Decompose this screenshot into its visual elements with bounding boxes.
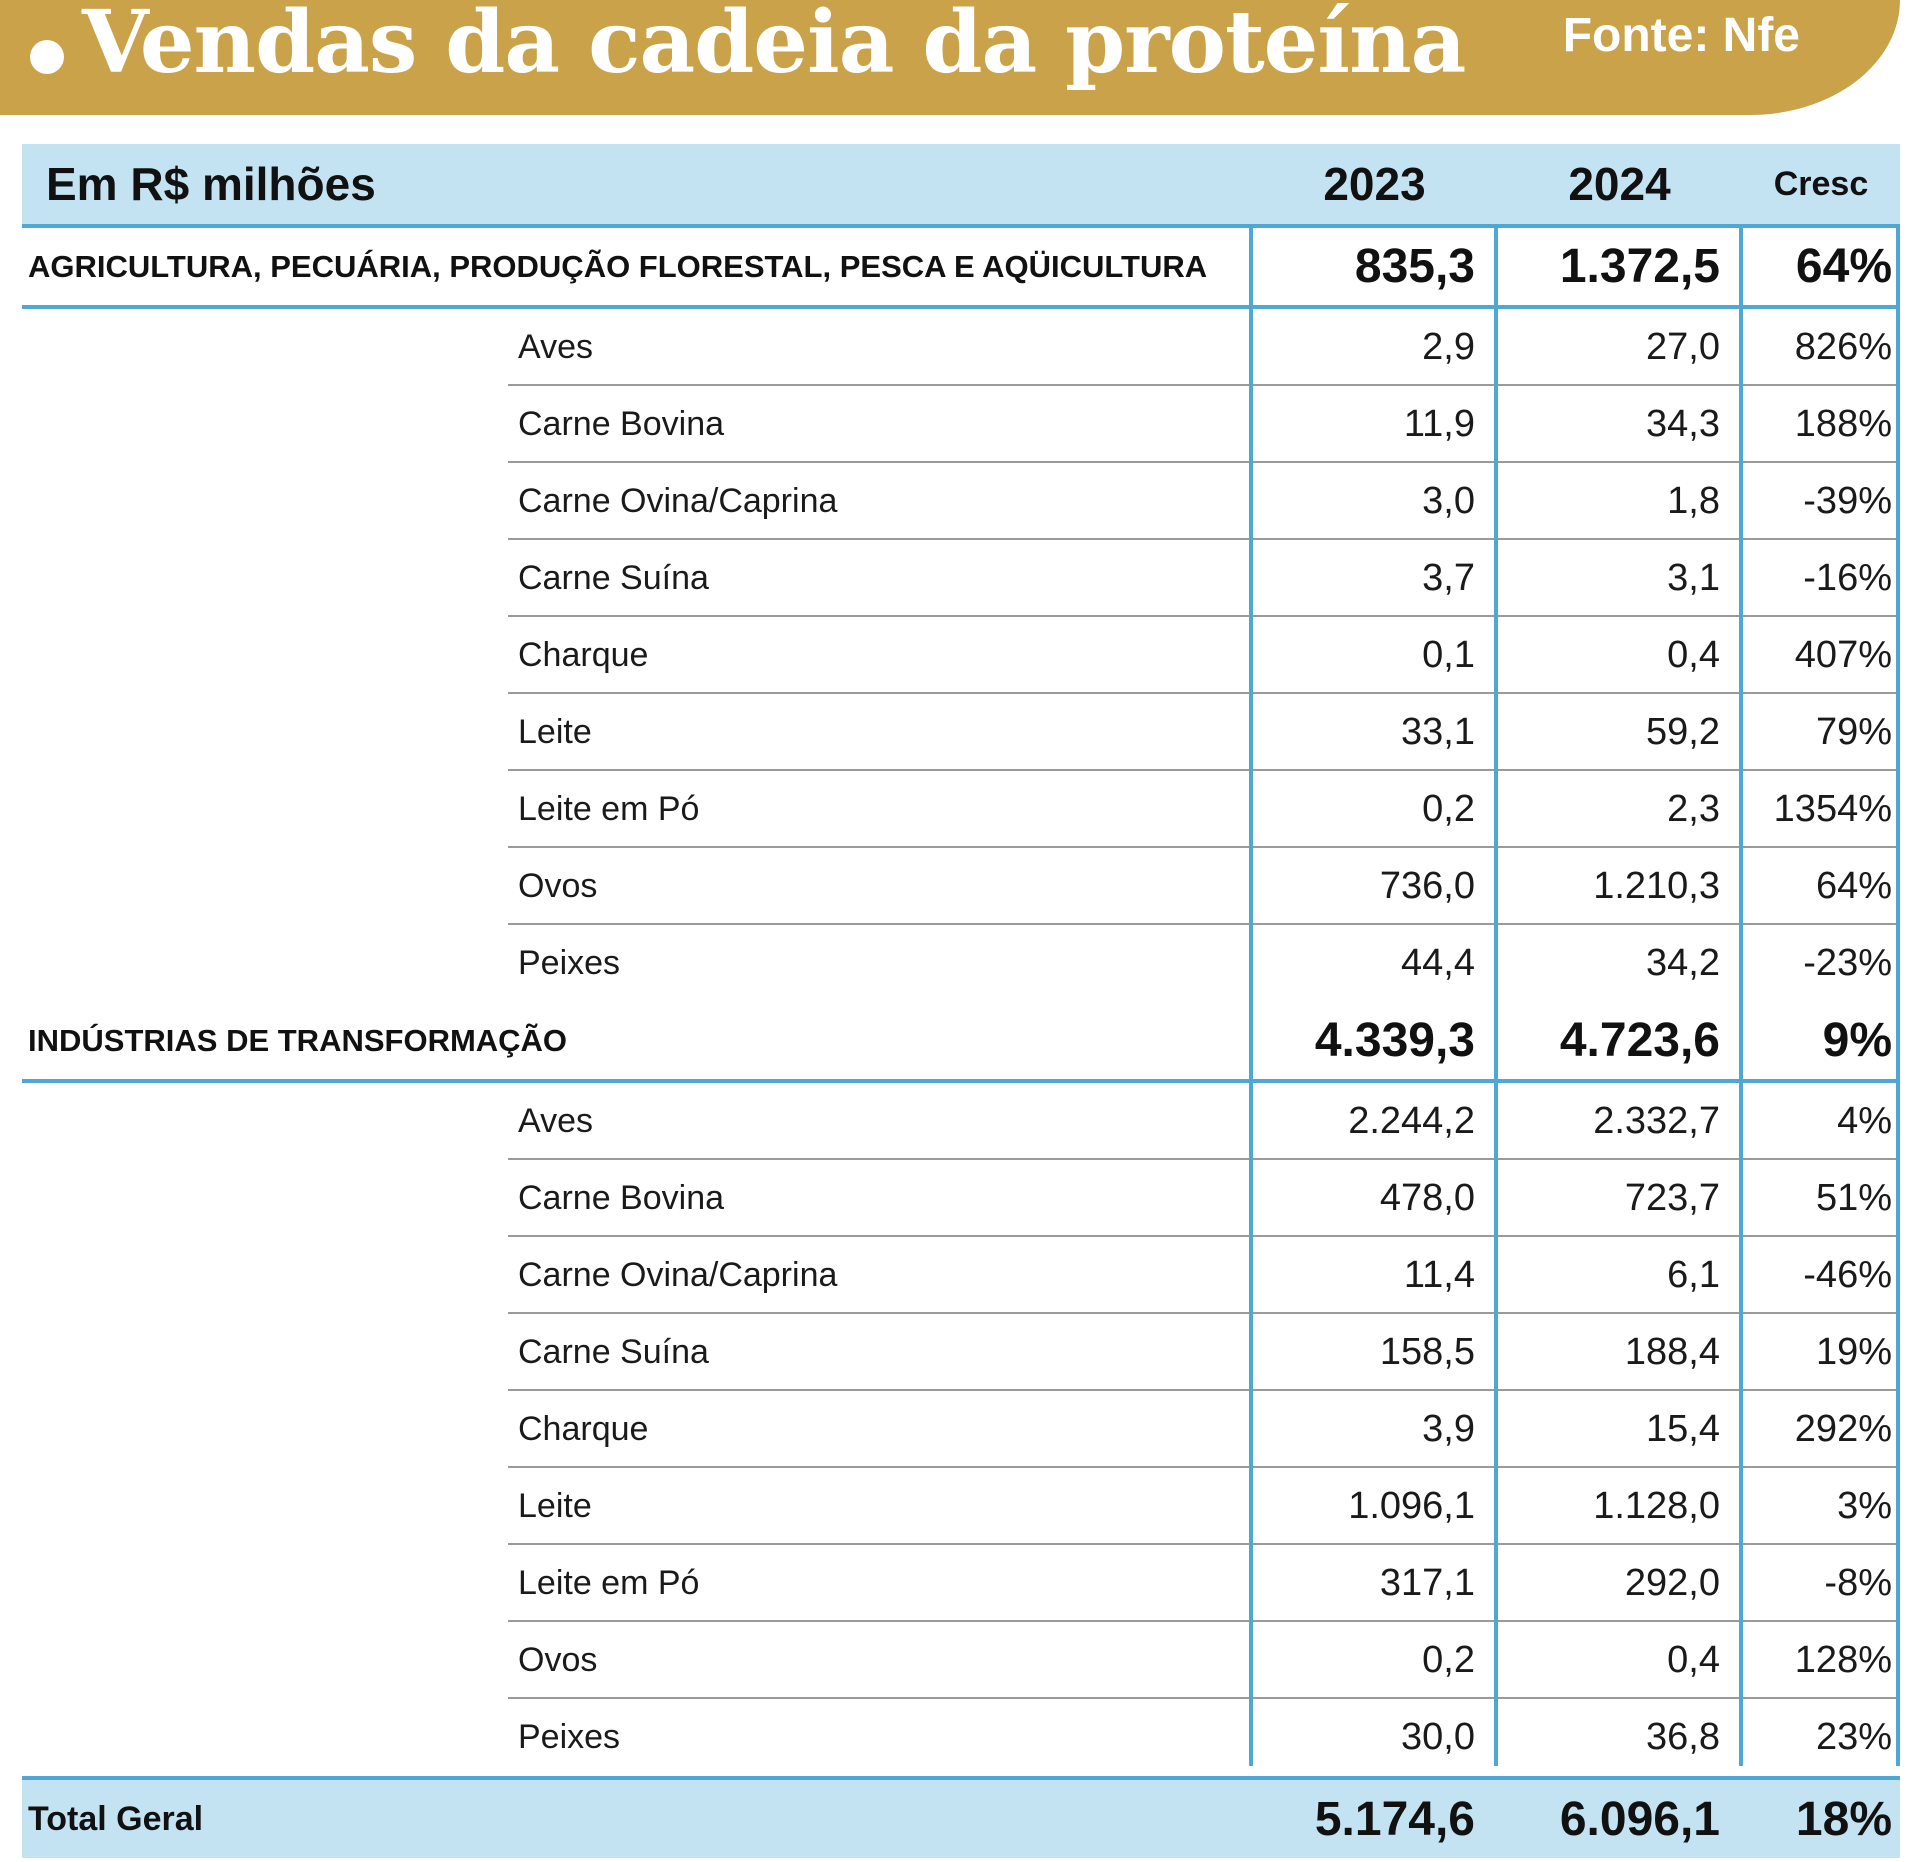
- row-label: Carne Ovina/Caprina: [518, 482, 838, 520]
- table-row: [22, 1622, 1900, 1699]
- table-row: [22, 848, 1900, 925]
- table-row: [22, 1699, 1900, 1776]
- table-row: [22, 694, 1900, 771]
- row-label: Aves: [518, 1102, 593, 1140]
- row-value-2024: 0,4: [1667, 634, 1720, 676]
- section-items-agriculture: [22, 309, 1900, 1002]
- row-value-2024: 6,1: [1667, 1254, 1720, 1296]
- row-label: Leite em Pó: [518, 790, 700, 828]
- column-divider: [1494, 224, 1498, 1766]
- row-growth: 826%: [1794, 326, 1892, 368]
- row-label: Leite em Pó: [518, 1564, 700, 1602]
- row-value-2024: 34,2: [1646, 942, 1720, 984]
- row-value-2024: 15,4: [1646, 1408, 1720, 1450]
- row-growth: -8%: [1824, 1562, 1892, 1604]
- row-value-2024: 59,2: [1646, 711, 1720, 753]
- section-label: INDÚSTRIAS DE TRANSFORMAÇÃO: [28, 1022, 568, 1058]
- total-growth: 18%: [1795, 1792, 1892, 1846]
- row-value-2023: 0,1: [1422, 634, 1475, 676]
- total-value-2024: 6.096,1: [1559, 1792, 1720, 1846]
- section-value-2024: 1.372,5: [1559, 240, 1720, 293]
- unit-label: Em R$ milhões: [46, 158, 376, 210]
- table-row: [22, 1391, 1900, 1468]
- row-value-2023: 317,1: [1379, 1562, 1475, 1604]
- row-label: Carne Bovina: [518, 405, 725, 443]
- row-growth: 23%: [1815, 1716, 1892, 1758]
- column-divider: [1739, 224, 1743, 1766]
- row-growth: 51%: [1815, 1177, 1892, 1219]
- row-label: Carne Suína: [518, 559, 709, 597]
- table-row: [22, 1468, 1900, 1545]
- row-label: Ovos: [518, 867, 598, 905]
- row-label: Aves: [518, 328, 593, 366]
- table-row: [22, 1545, 1900, 1622]
- row-value-2023: 2.244,2: [1348, 1100, 1475, 1142]
- row-label: Charque: [518, 636, 649, 674]
- table-row: [22, 925, 1900, 1002]
- table-row: [22, 540, 1900, 617]
- total-row: [22, 1776, 1900, 1858]
- section-row: [22, 1002, 1900, 1083]
- row-value-2024: 34,3: [1646, 403, 1720, 445]
- table-row: [22, 1083, 1900, 1160]
- row-value-2023: 11,9: [1403, 403, 1475, 445]
- total-value-2023: 5.174,6: [1314, 1792, 1475, 1846]
- column-header-2024: 2024: [1568, 158, 1671, 210]
- bullet-icon: [30, 40, 64, 74]
- table-row: [22, 1237, 1900, 1314]
- row-value-2023: 1.096,1: [1348, 1485, 1475, 1527]
- row-value-2024: 723,7: [1624, 1177, 1720, 1219]
- row-growth: 407%: [1794, 634, 1892, 676]
- row-label: Ovos: [518, 1641, 598, 1679]
- row-value-2024: 1.210,3: [1593, 865, 1720, 907]
- row-label: Peixes: [518, 944, 621, 982]
- section-items-industry: [22, 1083, 1900, 1776]
- page-title: Vendas da cadeia da proteína: [82, 0, 1466, 93]
- row-value-2023: 30,0: [1401, 1716, 1475, 1758]
- row-growth: 4%: [1837, 1100, 1892, 1142]
- section-row: [22, 228, 1900, 309]
- column-header-growth: Cresc: [1773, 164, 1869, 203]
- row-value-2024: 0,4: [1667, 1639, 1720, 1681]
- table-row: [22, 771, 1900, 848]
- source-label: Fonte: Nfe: [1562, 9, 1800, 62]
- section-growth: 9%: [1822, 1014, 1892, 1067]
- row-value-2024: 1.128,0: [1593, 1485, 1720, 1527]
- section-label: AGRICULTURA, PECUÁRIA, PRODUÇÃO FLORESTAL, PESCA E AQÜICULTURA: [28, 248, 1208, 284]
- row-growth: 128%: [1794, 1639, 1892, 1681]
- row-label: Carne Suína: [518, 1333, 709, 1371]
- table-row: [22, 617, 1900, 694]
- row-label: Charque: [518, 1410, 649, 1448]
- table-row: [22, 1314, 1900, 1391]
- sales-table: [22, 144, 1900, 1858]
- row-value-2023: 3,9: [1422, 1408, 1475, 1450]
- row-value-2024: 27,0: [1646, 326, 1720, 368]
- row-value-2023: 3,7: [1422, 557, 1475, 599]
- row-label: Leite: [518, 1487, 592, 1525]
- row-value-2023: 33,1: [1401, 711, 1475, 753]
- table-row: [22, 386, 1900, 463]
- row-growth: 1354%: [1773, 788, 1892, 830]
- title-banner: [0, 0, 1900, 115]
- column-divider: [1896, 224, 1900, 1766]
- row-growth: -46%: [1803, 1254, 1892, 1296]
- row-value-2024: 1,8: [1667, 480, 1720, 522]
- row-value-2023: 11,4: [1403, 1254, 1475, 1296]
- row-value-2024: 188,4: [1624, 1331, 1720, 1373]
- row-growth: -39%: [1803, 480, 1892, 522]
- row-label: Carne Bovina: [518, 1179, 725, 1217]
- row-value-2023: 2,9: [1422, 326, 1475, 368]
- row-value-2023: 158,5: [1379, 1331, 1475, 1373]
- column-divider: [1249, 224, 1253, 1766]
- row-value-2024: 292,0: [1624, 1562, 1720, 1604]
- row-value-2023: 736,0: [1379, 865, 1475, 907]
- table-row: [22, 1160, 1900, 1237]
- row-label: Leite: [518, 713, 592, 751]
- row-value-2023: 44,4: [1401, 942, 1475, 984]
- row-value-2023: 478,0: [1379, 1177, 1475, 1219]
- row-growth: 3%: [1837, 1485, 1892, 1527]
- row-growth: -16%: [1803, 557, 1892, 599]
- row-label: Peixes: [518, 1718, 621, 1756]
- table-header-row: [22, 144, 1900, 228]
- row-growth: 19%: [1815, 1331, 1892, 1373]
- row-growth: 292%: [1794, 1408, 1892, 1450]
- row-value-2023: 0,2: [1422, 788, 1475, 830]
- section-value-2023: 4.339,3: [1314, 1014, 1475, 1067]
- row-value-2024: 2,3: [1667, 788, 1720, 830]
- row-growth: 79%: [1815, 711, 1892, 753]
- row-growth: 64%: [1815, 865, 1892, 907]
- table-row: [22, 309, 1900, 386]
- row-value-2023: 0,2: [1422, 1639, 1475, 1681]
- row-value-2024: 36,8: [1646, 1716, 1720, 1758]
- section-growth: 64%: [1795, 240, 1892, 293]
- row-growth: -23%: [1803, 942, 1892, 984]
- row-value-2024: 3,1: [1667, 557, 1720, 599]
- table-row: [22, 463, 1900, 540]
- section-value-2023: 835,3: [1354, 240, 1475, 293]
- total-label: Total Geral: [28, 1799, 204, 1838]
- section-value-2024: 4.723,6: [1559, 1014, 1720, 1067]
- row-label: Carne Ovina/Caprina: [518, 1256, 838, 1294]
- column-header-2023: 2023: [1323, 158, 1426, 210]
- row-value-2024: 2.332,7: [1593, 1100, 1720, 1142]
- row-growth: 188%: [1794, 403, 1892, 445]
- row-value-2023: 3,0: [1422, 480, 1475, 522]
